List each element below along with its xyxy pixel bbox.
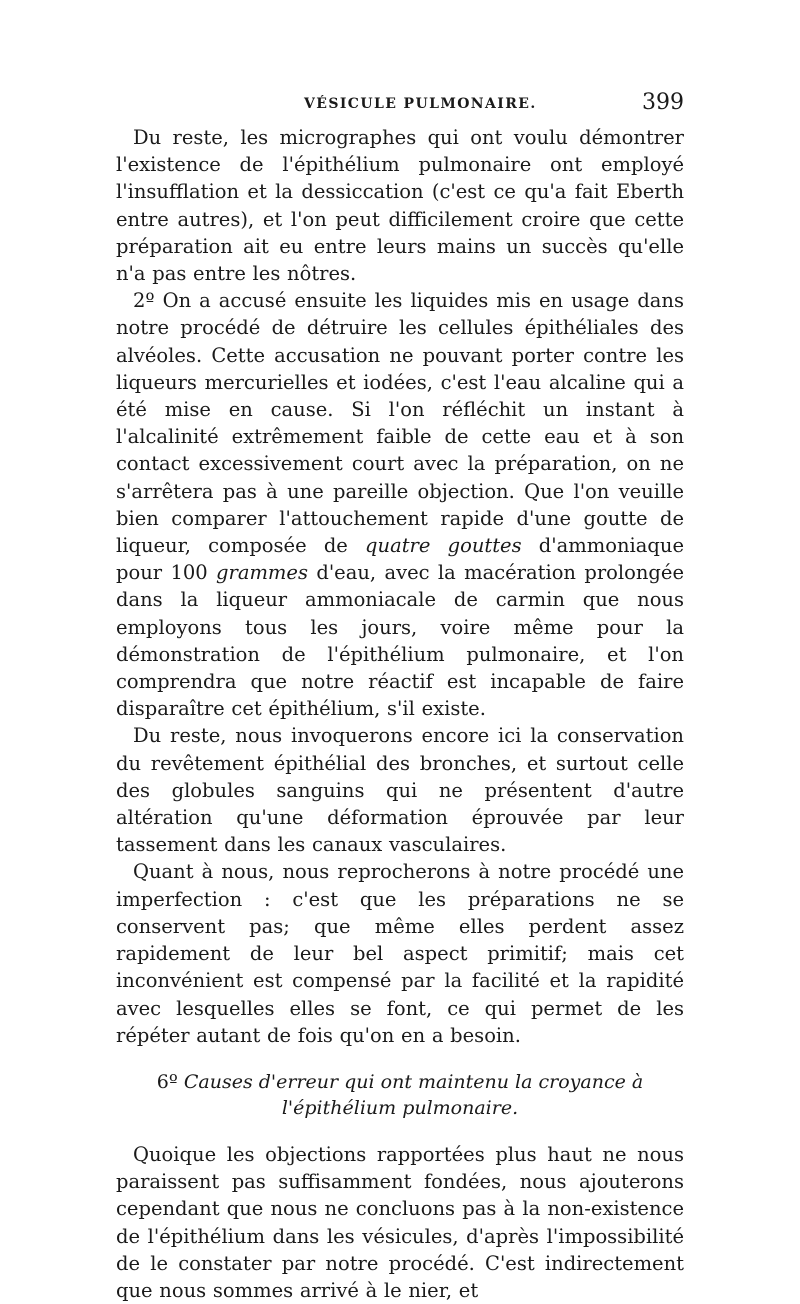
paragraph-2-text-a: 2º On a accusé ensuite les liquides mis en usage dans notre procédé de détruire les cellules épithéliales des alvéoles. Cette accusation ne pouvant porter contre les liqueurs mercurielles et iodées, c'est l'eau alcaline qui a été mise en cause. Si l'on réfléchit un instant à l'alcalinité extrêmement faible de cette eau et à son contact excessivement court avec la préparation, on ne s'arrêtera pas à une pareille objection. Que l'on veuille bien comparer l'attouchement rapide d'une goutte de liqueur, composée de — [116, 289, 684, 558]
section-number: 6º — [156, 1070, 178, 1093]
section-heading — [116, 1069, 684, 1121]
paragraph-2-emphasis-unit: grammes — [216, 561, 308, 585]
running-head — [116, 88, 684, 124]
paragraph-2-text-c: d'eau, avec la macération prolongée dans la liqueur ammoniacale de carmin que nous employons tous les jours, voire même pour la démonstration de l'épithélium pulmonaire, et l'on comprendra que notre réactif est incapable de faire disparaître cet épithélium, s'il existe. — [116, 561, 684, 721]
paragraph-5: Quoique les objections rapportées plus haut ne nous paraissent pas suffisamment fondées, nous ajouterons cependant que nous ne concluons pas à la non-existence de l'épithélium dans les vésicules, d'après l'impossibilité de le constater par notre procédé. C'est indirectement que nous sommes arrivé à le nier, et — [116, 1142, 684, 1302]
paragraph-3: Du reste, nous invoquerons encore ici la conservation du revêtement épithélial des bronches, et surtout celle des globules sanguins qui ne présentent d'autre altération qu'une déformation éprouvée par leur tassement dans les canaux vasculaires. — [116, 724, 684, 857]
paragraph-2 — [116, 287, 684, 722]
page-number: 399 — [642, 90, 684, 115]
running-title: VÉSICULE PULMONAIRE. — [304, 96, 537, 112]
paragraph-2-text-b: d'ammoniaque pour 100 — [116, 534, 684, 585]
book-page — [116, 88, 684, 1304]
paragraph-4: Quant à nous, nous reprocherons à notre procédé une imperfection : c'est que les préparations ne se conservent pas; que même elles perdent assez rapidement de leur bel aspect primitif; mais cet inconvénient est compensé par la facilité et la rapidité avec lesquelles elles se font, ce qui permet de les répéter autant de fois qu'on en a besoin. — [116, 860, 684, 1047]
section-title: Causes d'erreur qui ont maintenu la croyance à l'épithélium pulmonaire. — [183, 1070, 644, 1119]
paragraph-1: Du reste, les micrographes qui ont voulu démontrer l'existence de l'épithélium pulmonaire ont employé l'insufflation et la dessiccation (c'est ce qu'a fait Eberth entre autres), et l'on peut difficilement croire que cette préparation ait eu entre leurs mains un succès qu'elle n'a pas entre les nôtres. — [116, 126, 684, 286]
paragraph-2-emphasis-quantity: quatre gouttes — [365, 534, 522, 558]
